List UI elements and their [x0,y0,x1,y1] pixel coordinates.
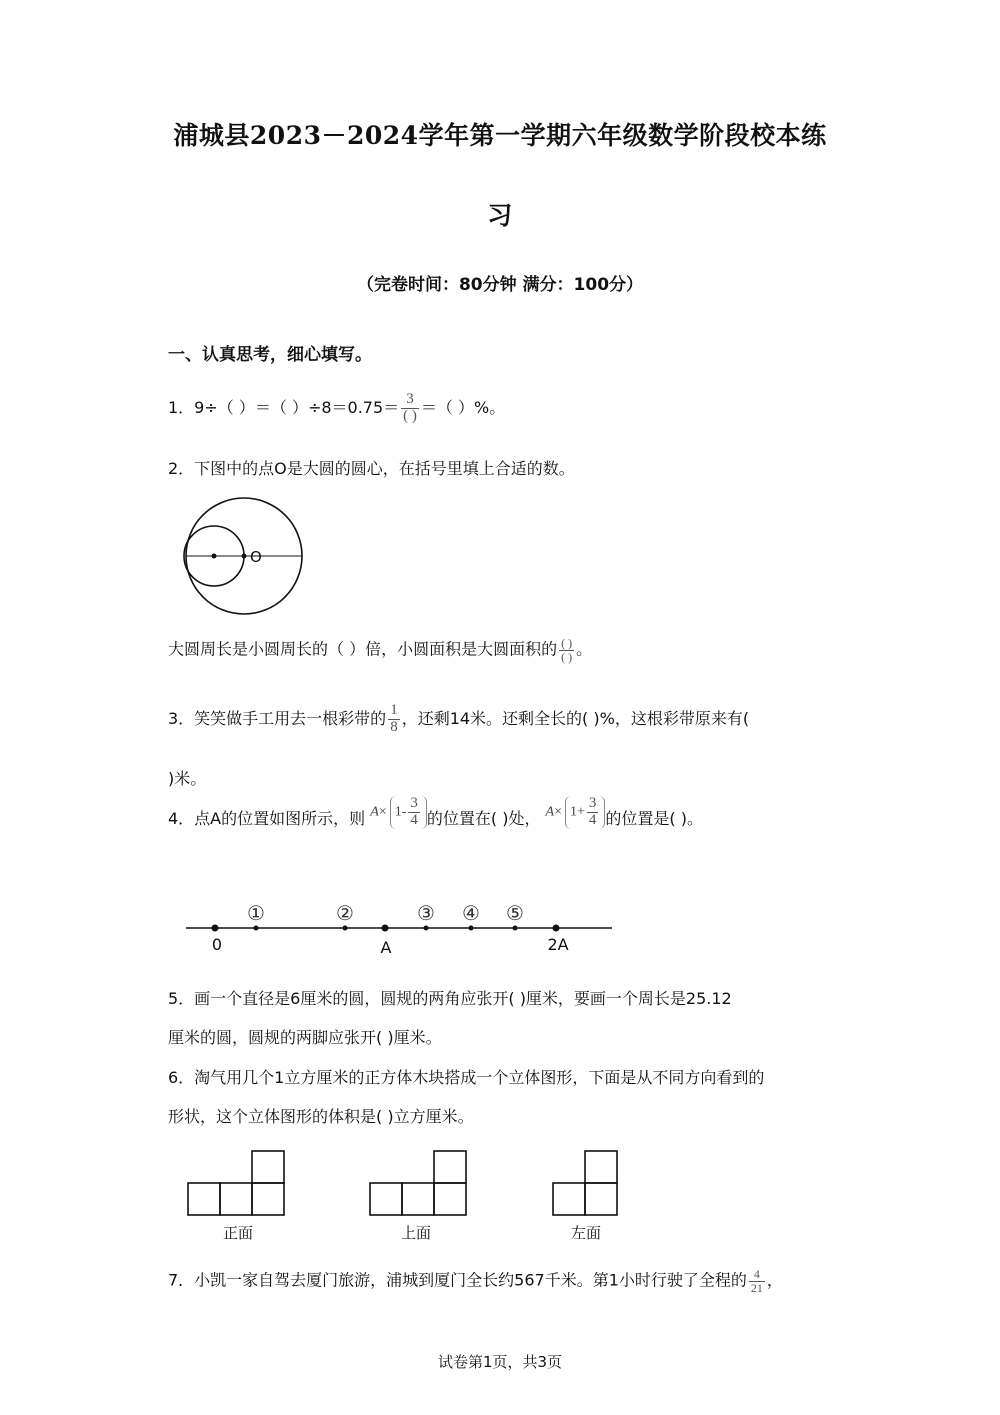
question-5: 5．画一个直径是6厘米的圆，圆规的两角应张开( )厘米，要画一个周长是25.12 [168,989,732,1008]
q4-number-line [180,896,620,960]
large-center-dot [242,554,247,559]
q3-part1: 3．笑笑做手工用去一根彩带的 [168,708,387,728]
left-view-figure [551,1148,623,1218]
q3-part2: ，还剩14米。还剩全长的( )%，这根彩带原来有( [401,708,750,728]
q4-part2: 的位置在( )处， [426,809,541,828]
q4-part1: 4．点A的位置如图所示，则 [168,809,366,828]
mark-1-dot [254,926,259,931]
q4-expr2-den: 4 [588,812,597,828]
point-zero [212,925,219,932]
mark-2-dot [343,926,348,931]
top-cube-4 [434,1151,466,1183]
q2-circle-figure [178,494,308,620]
q4-expr1-num: 3 [410,795,418,812]
mark-5-label: ⑤ [506,901,524,925]
top-cube-3 [434,1183,466,1215]
q4-expression-1 [370,796,427,829]
q4-expr1-op: × [378,804,387,820]
top-view-figure [368,1148,472,1218]
mark-3-dot [424,926,429,931]
q3-fraction [388,703,400,736]
q1-frac-num: 3 [406,391,414,407]
q4-expr1-paren [390,796,427,829]
page-title: 浦城县2023－2024学年第一学期六年级数学阶段校本练 [173,121,827,150]
q1-suffix: ＝（ ）%。 [420,397,506,417]
mark-3-label: ③ [417,901,435,925]
label-zero: 0 [211,935,223,954]
q4-expr2-num: 3 [588,795,597,812]
left-cube-1 [553,1183,585,1215]
q4-expr2-paren [565,796,605,829]
mark-4-dot [469,926,474,931]
top-cube-2 [402,1183,434,1215]
front-cube-2 [220,1183,252,1215]
q7-text: 7．小凯一家自驾去厦门旅游，浦城到厦门全长约567千米。第1小时行驶了全程的 [168,1270,747,1290]
q2-answer-suffix: 。 [576,639,593,659]
q4-expr2-op: × [554,804,563,820]
question-3-continued: )米。 [168,769,207,788]
front-cube-4 [252,1151,284,1183]
question-3 [168,703,749,736]
q4-expr1-inner: 1- [394,804,407,820]
q4-expr1-var: A [370,804,379,820]
mark-4-label: ④ [462,901,480,925]
left-cube-3 [585,1151,617,1183]
small-center-dot [212,554,217,559]
question-2: 2．下图中的点O是大圆的圆心，在括号里填上合适的数。 [168,459,575,478]
left-cube-2 [585,1183,617,1215]
front-cube-3 [252,1183,284,1215]
point-a [382,925,389,932]
q1-fraction [401,392,419,425]
q4-expr2-frac [587,796,599,829]
q3-frac-den: 8 [390,718,398,735]
front-view-caption: 正面 [222,1224,253,1242]
q4-expr2-var: A [545,804,555,820]
q7-fraction [749,1268,765,1294]
page-title-continued: 习 [487,201,513,230]
front-cube-1 [188,1183,220,1215]
q1-frac-den: ( ) [403,407,417,424]
q2-answer-prefix: 大圆周长是小圆周长的（ ）倍，小圆面积是大圆面积的 [168,639,558,659]
top-view-caption: 上面 [400,1224,431,1242]
mark-5-dot [513,926,518,931]
q1-prefix: 1．9÷（ ）＝（ ）÷8＝0.75＝ [168,397,400,417]
point-2a [553,925,560,932]
question-6-continued: 形状，这个立体图形的体积是( )立方厘米。 [168,1107,474,1126]
section-heading: 一、认真思考，细心填写。 [168,345,372,365]
q4-expr2-inner: 1+ [570,804,585,820]
question-1 [168,392,505,425]
question-5-continued: 厘米的圆，圆规的两脚应张开( )厘米。 [168,1028,442,1047]
exam-info: （完卷时间：80分钟 满分：100分） [356,275,644,295]
q4-expression-2 [546,796,606,829]
q2-frac-num: ( ) [561,636,573,650]
q2-frac-den: ( ) [561,649,573,664]
question-6: 6．淘气用几个1立方厘米的正方体木块搭成一个立体图形，下面是从不同方向看到的 [168,1068,765,1087]
question-7 [168,1268,783,1294]
page-footer: 试卷第1页，共3页 [437,1353,563,1371]
q7-suffix: ， [766,1270,783,1290]
q3-frac-num: 1 [390,702,398,718]
top-cube-1 [370,1183,402,1215]
q4-expr1-den: 4 [410,812,418,828]
label-2a: 2A [547,935,569,954]
question-2-answer [168,637,592,663]
q4-expr1-frac [408,796,420,829]
q7-frac-den: 21 [750,1280,763,1295]
q4-part3: 的位置是( )。 [605,809,703,828]
q2-fraction [559,637,574,663]
front-view-figure [186,1148,290,1218]
question-4 [168,795,703,830]
left-view-caption: 左面 [570,1224,601,1242]
q7-frac-num: 4 [753,1267,760,1281]
mark-1-label: ① [247,901,265,925]
label-a: A [380,938,392,957]
mark-2-label: ② [336,901,354,925]
center-label-o: O [250,548,262,566]
